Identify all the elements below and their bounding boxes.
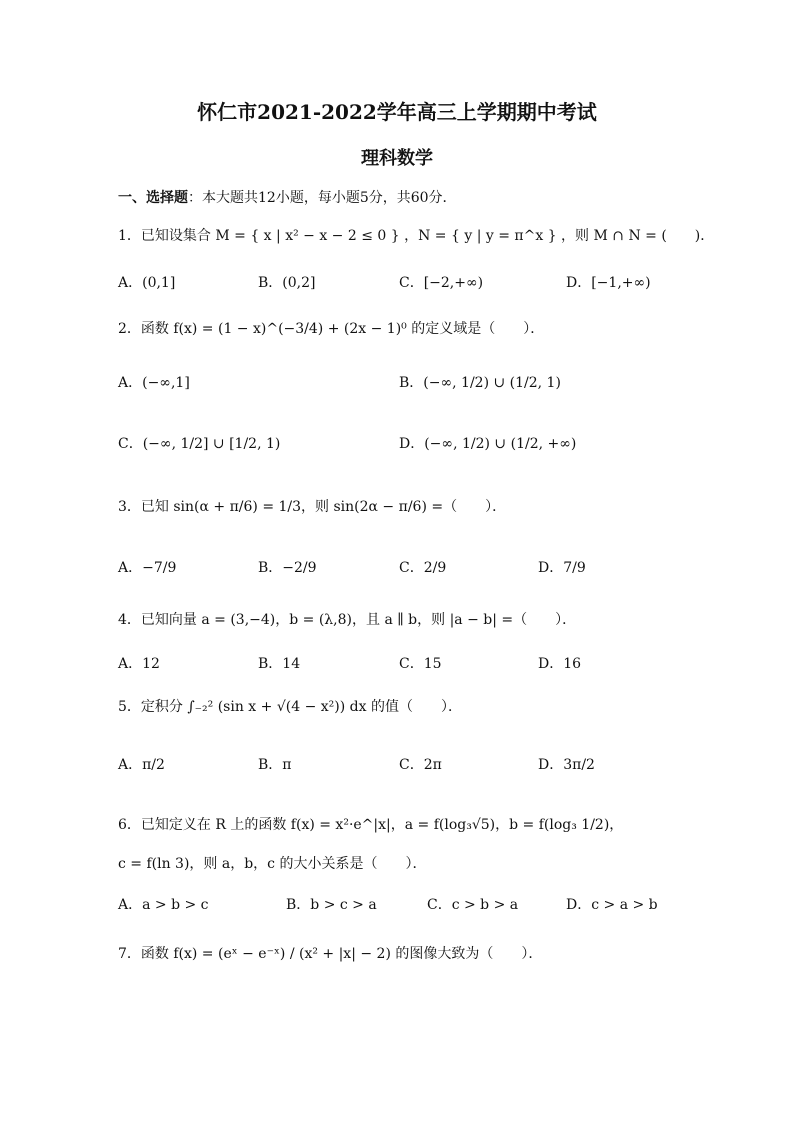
q4-option-d[interactable]: D．16: [538, 656, 582, 672]
question-6-stem-cont: c = f(ln 3)，则 a，b，c 的大小关系是（ ）．: [118, 856, 427, 872]
q1-option-a[interactable]: A．(0,1]: [118, 275, 176, 291]
q2-option-b[interactable]: B．(−∞, 1/2) ∪ (1/2, 1): [399, 375, 561, 391]
q2-option-d[interactable]: D．(−∞, 1/2) ∪ (1/2, +∞): [399, 436, 577, 452]
question-7-stem: 7．函数 f(x) = (eˣ − e⁻ˣ) / (x² + |x| − 2) 的图像大致为（ ）．: [118, 946, 543, 962]
q3-option-b[interactable]: B．−2/9: [258, 560, 317, 576]
q1-option-c[interactable]: C．[−2,+∞): [399, 275, 484, 291]
q3-option-a[interactable]: A．−7/9: [118, 560, 177, 576]
question-4-stem: 4．已知向量 a = (3,−4)，b = (λ,8)，且 a ∥ b，则 |a − b| =（ ）．: [118, 612, 577, 628]
q6-option-a[interactable]: A．a > b > c: [118, 897, 209, 913]
question-5-stem: 5．定积分 ∫₋₂² (sin x + √(4 − x²)) dx 的值（ ）．: [118, 699, 462, 715]
q4-option-c[interactable]: C．15: [399, 656, 442, 672]
question-3-stem: 3．已知 sin(α + π/6) = 1/3，则 sin(2α − π/6) =（ ）．: [118, 499, 507, 515]
q5-option-a[interactable]: A．π/2: [118, 757, 165, 773]
q6-option-b[interactable]: B．b > c > a: [286, 897, 377, 913]
section-heading: [118, 188, 457, 208]
q2-option-a[interactable]: A．(−∞,1]: [118, 375, 190, 391]
exam-subtitle: 理科数学: [361, 148, 433, 169]
section-text: ：本大题共12小题，每小题5分，共60分．: [188, 190, 457, 206]
question-2-stem: 2．函数 f(x) = (1 − x)^(−3/4) + (2x − 1)⁰ 的定义域是（ ）．: [118, 321, 545, 337]
q6-option-d[interactable]: D．c > a > b: [566, 897, 658, 913]
q1-option-b[interactable]: B．(0,2]: [258, 275, 316, 291]
q5-option-c[interactable]: C．2π: [399, 757, 442, 773]
q4-option-b[interactable]: B．14: [258, 656, 301, 672]
q4-option-a[interactable]: A．12: [118, 656, 160, 672]
question-6-stem: 6．已知定义在 R 上的函数 f(x) = x²·e^|x|，a = f(log₃√5)，b = f(log₃ 1/2)，: [118, 817, 624, 833]
q2-option-c[interactable]: C．(−∞, 1/2] ∪ [1/2, 1): [118, 436, 281, 452]
q5-option-d[interactable]: D．3π/2: [538, 757, 595, 773]
q6-option-c[interactable]: C．c > b > a: [427, 897, 519, 913]
q5-option-b[interactable]: B．π: [258, 757, 292, 773]
q3-option-c[interactable]: C．2/9: [399, 560, 447, 576]
exam-title: 怀仁市2021-2022学年高三上学期期中考试: [197, 100, 597, 124]
q1-option-d[interactable]: D．[−1,+∞): [566, 275, 651, 291]
section-label: 一、选择题: [118, 190, 188, 206]
question-1-stem: 1．已知设集合 M = { x | x² − x − 2 ≤ 0 } ，N = { y | y = π^x } ，则 M ∩ N = ( )．: [118, 228, 715, 244]
q3-option-d[interactable]: D．7/9: [538, 560, 586, 576]
